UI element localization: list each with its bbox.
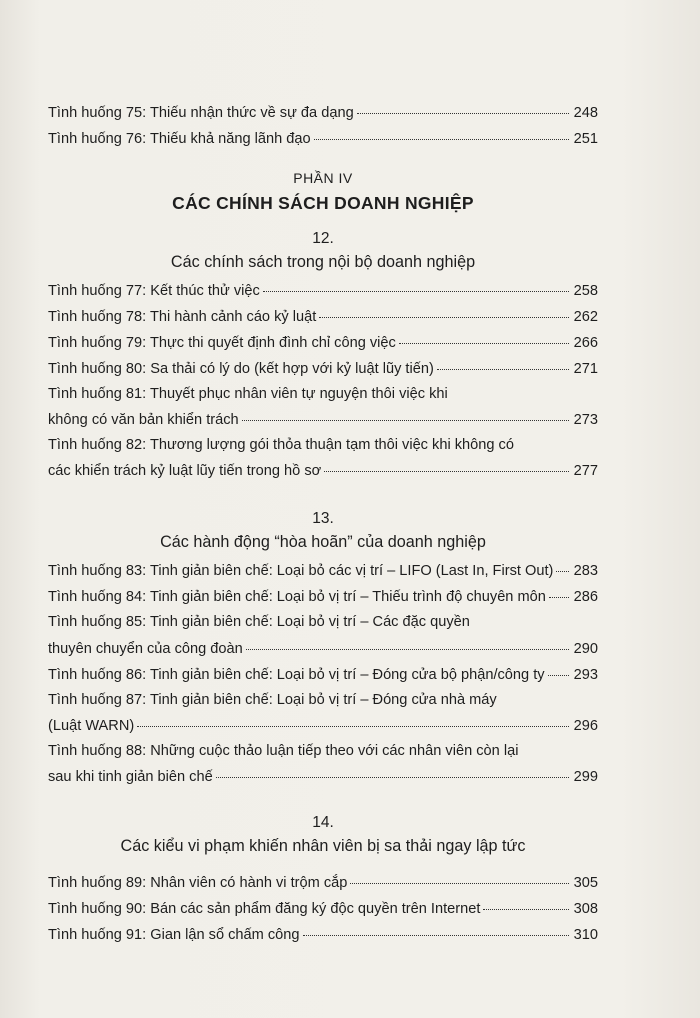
page-number: 271: [573, 361, 598, 378]
entry-title: Tình huống 75: Thiếu nhận thức về sự đa dạng: [48, 105, 354, 122]
entry-title: Tình huống 80: Sa thải có lý do (kết hợp với kỷ luật lũy tiến): [48, 361, 434, 378]
entry-title: thuyên chuyển của công đoàn: [48, 640, 243, 657]
entry-title: (Luật WARN): [48, 717, 135, 734]
dot-leader: [324, 455, 569, 472]
part-title: CÁC CHÍNH SÁCH DOANH NGHIỆP: [172, 193, 474, 214]
page-number: 251: [573, 131, 598, 148]
entry-title: Tình huống 83: Tinh giản biên chế: Loại bỏ các vị trí – LIFO (Last In, First Out): [48, 563, 554, 580]
chapter-number: 12.: [312, 230, 334, 248]
chapter-13: [48, 508, 598, 789]
entry-title: Tình huống 86: Tinh giản biên chế: Loại bỏ vị trí – Đóng cửa bộ phận/công ty: [48, 666, 545, 683]
part-label: PHẦN IV: [293, 170, 353, 187]
dot-leader: [350, 867, 569, 884]
entry-title: Tình huống 77: Kết thúc thử việc: [48, 283, 260, 300]
page-number: 273: [573, 412, 598, 429]
toc-entry: [48, 662, 598, 688]
dot-leader: [357, 97, 569, 114]
dot-leader: [556, 555, 569, 572]
dot-leader: [246, 632, 569, 649]
page-number: 290: [573, 640, 598, 657]
dot-leader: [242, 404, 569, 421]
entry-title: Tình huống 79: Thực thi quyết định đình chỉ công việc: [48, 335, 396, 352]
toc-entry: [48, 558, 598, 584]
chapter-12: [48, 228, 598, 484]
dot-leader: [263, 275, 569, 292]
dot-leader: [303, 919, 570, 936]
chapter-number: 13.: [312, 510, 334, 528]
entry-title: Tình huống 91: Gian lận sổ chấm công: [48, 926, 300, 943]
page-number: 262: [573, 309, 598, 326]
entry-title-line: Tình huống 87: Tinh giản biên chế: Loại bỏ vị trí – Đóng cửa nhà máy: [48, 691, 497, 708]
toc-entry: [48, 126, 598, 152]
page-number: 310: [573, 926, 598, 943]
page-number: 305: [573, 874, 598, 891]
page-number: 283: [573, 563, 598, 580]
chapter-number: 14.: [312, 813, 334, 831]
entry-title-line: Tình huống 81: Thuyết phục nhân viên tự nguyện thôi việc khi: [48, 386, 448, 403]
entry-title: các khiển trách kỷ luật lũy tiến trong hồ sơ: [48, 463, 322, 480]
page-number: 293: [573, 666, 598, 683]
entry-title-line: Tình huống 82: Thương lượng gói thỏa thuận tạm thôi việc khi không có: [48, 437, 514, 454]
chapter-title: Các chính sách trong nội bộ doanh nghiệp: [170, 253, 476, 272]
chapter-14: [48, 812, 598, 948]
dot-leader: [216, 761, 569, 778]
entry-title: Tình huống 84: Tinh giản biên chế: Loại bỏ vị trí – Thiếu trình độ chuyên môn: [48, 589, 546, 606]
entry-title-line: Tình huống 88: Những cuộc thảo luận tiếp theo với các nhân viên còn lại: [48, 742, 519, 759]
entry-title: sau khi tinh giản biên chế: [48, 768, 213, 785]
toc-entry: [48, 382, 598, 433]
dot-leader: [548, 659, 569, 676]
page-number: 286: [573, 589, 598, 606]
entry-title-line: Tình huống 85: Tinh giản biên chế: Loại bỏ vị trí – Các đặc quyền: [48, 614, 470, 631]
entry-title: Tình huống 76: Thiếu khả năng lãnh đạo: [48, 131, 311, 148]
toc-entry: [48, 688, 598, 739]
page-number: 266: [573, 335, 598, 352]
entry-title: Tình huống 78: Thi hành cảnh cáo kỷ luật: [48, 309, 317, 326]
toc-entry: [48, 922, 598, 948]
page-number: 299: [573, 768, 598, 785]
chapter-title: Các kiểu vi phạm khiến nhân viên bị sa thải ngay lập tức: [120, 836, 526, 855]
chapter-title: Các hành động “hòa hoãn” của doanh nghiệp: [160, 533, 486, 552]
toc-section-top: [48, 100, 598, 152]
entry-title: Tình huống 90: Bán các sản phẩm đăng ký độc quyền trên Internet: [48, 900, 481, 917]
entry-title: không có văn bản khiển trách: [48, 412, 239, 429]
dot-leader: [137, 710, 569, 727]
dot-leader: [483, 893, 569, 910]
dot-leader: [549, 581, 569, 598]
entry-title: Tình huống 89: Nhân viên có hành vi trộm cắp: [48, 874, 348, 891]
table-of-contents: [48, 100, 598, 948]
toc-entry: [48, 433, 598, 484]
page-number: 258: [573, 283, 598, 300]
page-number: 308: [573, 900, 598, 917]
toc-entry: [48, 356, 598, 382]
page-number: 296: [573, 717, 598, 734]
dot-leader: [314, 123, 569, 140]
toc-entry: [48, 739, 598, 790]
toc-entry: [48, 584, 598, 610]
page-number: 277: [573, 463, 598, 480]
page-number: 248: [573, 105, 598, 122]
toc-entry: [48, 610, 598, 661]
dot-leader: [319, 301, 569, 318]
dot-leader: [399, 327, 569, 344]
dot-leader: [437, 353, 569, 370]
